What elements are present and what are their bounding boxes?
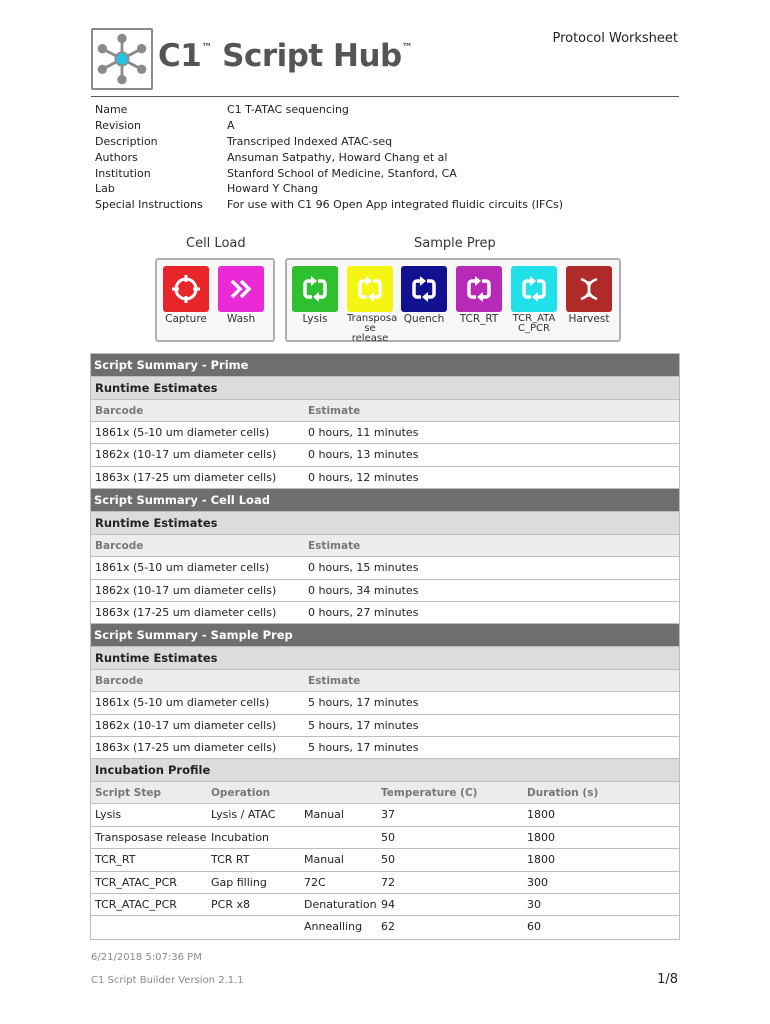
header-divider bbox=[91, 96, 679, 97]
step-capture[interactable]: Capture bbox=[163, 266, 209, 325]
step-transposase-release[interactable]: Transposa se release bbox=[347, 266, 393, 344]
incubation-row: Annealling 62 60 bbox=[91, 916, 679, 938]
table-row: 1861x (5-10 um diameter cells) 5 hours, 17 minutes bbox=[91, 692, 679, 714]
step-tcr-rt[interactable]: TCR_RT bbox=[456, 266, 502, 325]
table-row: 1861x (5-10 um diameter cells) 0 hours, 11 minutes bbox=[91, 422, 679, 444]
column-headers: Barcode Estimate bbox=[91, 400, 679, 422]
cell-load-title: Cell Load bbox=[186, 236, 246, 251]
incubation-row: TCR_ATAC_PCR PCR x8 Denaturation 94 30 bbox=[91, 894, 679, 916]
table-row: 1863x (17-25 um diameter cells) 0 hours, 27 minutes bbox=[91, 602, 679, 624]
section-header-prime: Script Summary - Prime bbox=[91, 354, 679, 377]
c1-script-hub-logo-icon bbox=[91, 28, 153, 90]
incubation-row: Lysis Lysis / ATAC Manual 37 1800 bbox=[91, 804, 679, 826]
meta-row-revision: Revision A bbox=[95, 118, 235, 132]
incubation-profile-header: Incubation Profile bbox=[91, 759, 679, 782]
cycle-icon bbox=[292, 266, 338, 312]
incubation-row: TCR_ATAC_PCR Gap filling 72C 72 300 bbox=[91, 872, 679, 894]
cycle-icon bbox=[401, 266, 447, 312]
table-row: 1862x (10-17 um diameter cells) 0 hours, 34 minutes bbox=[91, 580, 679, 602]
footer-date: 6/21/2018 5:07:36 PM bbox=[91, 952, 202, 963]
section-header-cell-load: Script Summary - Cell Load bbox=[91, 489, 679, 512]
script-summary-tables bbox=[90, 353, 680, 940]
column-headers: Barcode Estimate bbox=[91, 535, 679, 557]
dna-icon bbox=[566, 266, 612, 312]
meta-row-description: Description Transcriped Indexed ATAC-seq bbox=[95, 134, 393, 148]
cycle-icon bbox=[456, 266, 502, 312]
footer-version: C1 Script Builder Version 2.1.1 bbox=[91, 975, 244, 986]
meta-row-lab: Lab Howard Y Chang bbox=[95, 182, 319, 196]
table-row: 1861x (5-10 um diameter cells) 0 hours, 15 minutes bbox=[91, 557, 679, 579]
step-wash[interactable]: Wash bbox=[218, 266, 264, 325]
protocol-metadata bbox=[95, 102, 563, 213]
runtime-estimates-header: Runtime Estimates bbox=[91, 377, 679, 400]
double-chevron-icon bbox=[218, 266, 264, 312]
meta-row-institution: Institution Stanford School of Medicine, Stanford, CA bbox=[95, 166, 457, 180]
incubation-row: TCR_RT TCR RT Manual 50 1800 bbox=[91, 849, 679, 871]
cycle-icon bbox=[347, 266, 393, 312]
meta-row-special-instructions: Special Instructions For use with C1 96 Open App integrated fluidic circuits (IFCs) bbox=[95, 198, 564, 212]
section-header-sample-prep: Script Summary - Sample Prep bbox=[91, 624, 679, 647]
incubation-column-headers: Script Step Operation Temperature (C) Duration (s) bbox=[91, 782, 679, 804]
step-tcr-atac-pcr[interactable]: TCR_ATA C_PCR bbox=[511, 266, 557, 334]
runtime-estimates-header: Runtime Estimates bbox=[91, 512, 679, 535]
table-row: 1863x (17-25 um diameter cells) 5 hours, 17 minutes bbox=[91, 737, 679, 759]
cycle-icon bbox=[511, 266, 557, 312]
document-title: Protocol Worksheet bbox=[552, 31, 678, 46]
incubation-row: Transposase release Incubation 50 1800 bbox=[91, 827, 679, 849]
page-number: 1/8 bbox=[657, 972, 678, 987]
table-row: 1862x (10-17 um diameter cells) 0 hours, 13 minutes bbox=[91, 444, 679, 466]
logo-wordmark: C1™ Script Hub™ bbox=[158, 38, 413, 74]
step-harvest[interactable]: Harvest bbox=[566, 266, 612, 325]
crosshair-icon bbox=[163, 266, 209, 312]
column-headers: Barcode Estimate bbox=[91, 670, 679, 692]
runtime-estimates-header: Runtime Estimates bbox=[91, 647, 679, 670]
table-row: 1863x (17-25 um diameter cells) 0 hours, 12 minutes bbox=[91, 467, 679, 489]
step-quench[interactable]: Quench bbox=[401, 266, 447, 325]
table-row: 1862x (10-17 um diameter cells) 5 hours, 17 minutes bbox=[91, 715, 679, 737]
meta-row-name: Name C1 T-ATAC sequencing bbox=[95, 103, 349, 116]
meta-row-authors: Authors Ansuman Satpathy, Howard Chang et al bbox=[95, 150, 448, 164]
step-lysis[interactable]: Lysis bbox=[292, 266, 338, 325]
sample-prep-title: Sample Prep bbox=[414, 236, 496, 251]
